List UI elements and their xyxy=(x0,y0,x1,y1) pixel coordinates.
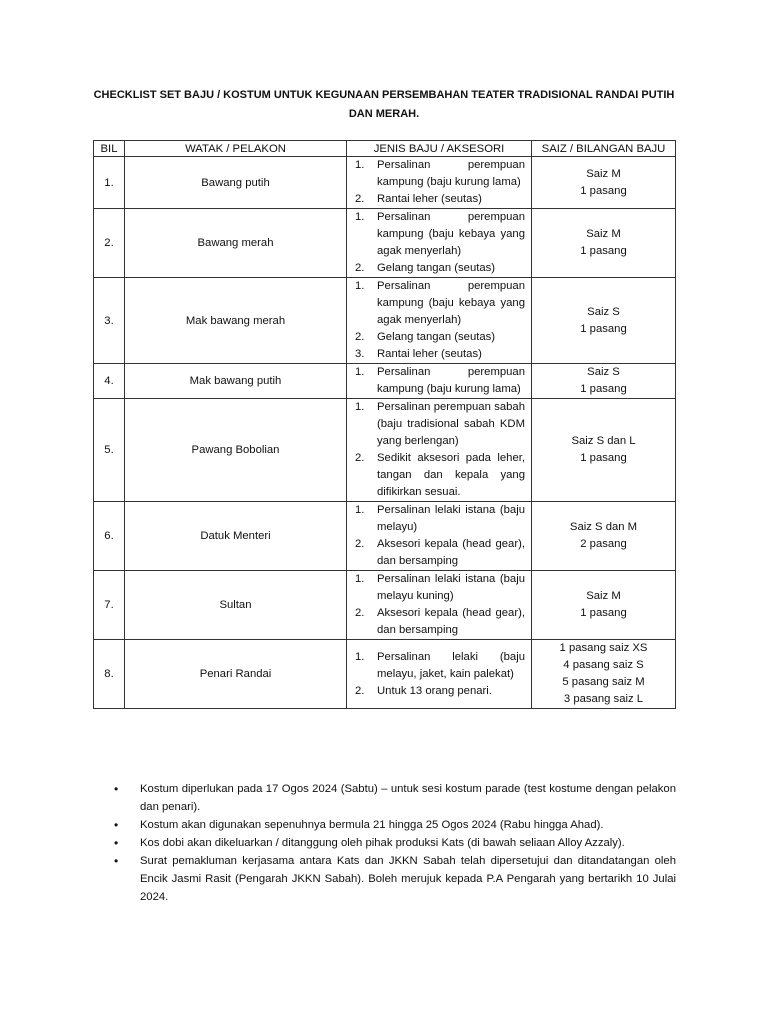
costume-checklist-table xyxy=(93,140,676,709)
item-number: 3. xyxy=(355,348,365,360)
item-number: 1. xyxy=(355,280,365,292)
saiz-line: 1 pasang saiz XS xyxy=(559,642,648,654)
table-row xyxy=(94,571,676,640)
item-list xyxy=(351,157,525,208)
item-number: 2. xyxy=(355,452,365,464)
cell-bil: 5. xyxy=(94,399,125,502)
note-item xyxy=(110,834,676,852)
cell-jenis xyxy=(347,157,532,209)
item-text: Gelang tangan (seutas) xyxy=(377,262,496,274)
cell-watak: Bawang putih xyxy=(125,157,347,209)
item-number: 2. xyxy=(355,331,365,343)
saiz-line: 1 pasang xyxy=(580,383,627,395)
saiz-line: Saiz M xyxy=(586,590,621,602)
cell-bil: 7. xyxy=(94,571,125,640)
saiz-line: Saiz M xyxy=(586,167,621,180)
list-item xyxy=(351,571,525,605)
cell-watak: Sultan xyxy=(125,571,347,640)
cell-bil: 8. xyxy=(94,640,125,709)
item-number: 1. xyxy=(355,401,365,413)
saiz-line: Saiz S dan M xyxy=(569,521,638,533)
header-bil: BIL xyxy=(94,141,125,157)
saiz-line: 1 pasang xyxy=(580,322,627,335)
item-number: 2. xyxy=(355,684,365,697)
list-item xyxy=(351,209,525,260)
cell-saiz xyxy=(532,157,676,209)
item-text: Persalinan lelaki istana (baju melayu kuning) xyxy=(377,573,525,602)
saiz-line: 5 pasang saiz M xyxy=(562,676,645,688)
cell-saiz xyxy=(532,640,676,709)
table-header-row xyxy=(94,141,676,157)
item-number: 2. xyxy=(355,538,365,550)
item-list xyxy=(351,209,525,277)
item-text: Sedikit aksesori pada leher, tangan dan kepala yang difikirkan sesuai. xyxy=(377,452,525,498)
list-item xyxy=(351,536,525,570)
item-text: Aksesori kepala (head gear), dan bersamping xyxy=(377,607,525,636)
table-row xyxy=(94,157,676,209)
list-item xyxy=(351,649,525,683)
table-row xyxy=(94,502,676,571)
item-text: Aksesori kepala (head gear), dan bersamping xyxy=(377,538,525,567)
item-list xyxy=(351,571,525,639)
saiz-line: 1 pasang xyxy=(580,607,627,619)
list-item xyxy=(351,605,525,639)
list-item xyxy=(351,260,525,277)
cell-bil: 1. xyxy=(94,157,125,209)
cell-jenis xyxy=(347,209,532,278)
cell-saiz xyxy=(532,571,676,640)
saiz-line: 3 pasang saiz L xyxy=(563,693,644,705)
item-text: Persalinan perempuan kampung (baju kurung lama) xyxy=(377,366,525,395)
notes-list xyxy=(110,780,676,906)
note-text: Kostum akan digunakan sepenuhnya bermula 21 hingga 25 Ogos 2024 (Rabu hingga Ahad). xyxy=(140,819,604,831)
item-number: 1. xyxy=(355,504,365,516)
cell-watak: Mak bawang putih xyxy=(125,364,347,399)
note-text: Kos dobi akan dikeluarkan / ditanggung oleh pihak produksi Kats (di bawah seliaan Alloy Azzaly). xyxy=(140,837,625,849)
item-text: Persalinan lelaki istana (baju melayu) xyxy=(377,504,525,533)
item-list xyxy=(351,364,525,398)
item-text: Persalinan perempuan kampung (baju kebaya yang agak menyerlah) xyxy=(377,211,525,257)
list-item xyxy=(351,346,525,363)
item-text: Rantai leher (seutas) xyxy=(377,193,482,205)
bullet-icon: • xyxy=(114,836,119,850)
item-number: 1. xyxy=(355,366,365,378)
cell-saiz xyxy=(532,209,676,278)
saiz-line: 4 pasang saiz S xyxy=(563,659,644,671)
table-row xyxy=(94,364,676,399)
item-text: Persalinan perempuan kampung (baju kurung lama) xyxy=(377,159,525,188)
list-item xyxy=(351,399,525,450)
bullet-icon: • xyxy=(114,818,119,832)
item-list xyxy=(351,399,525,501)
item-number: 1. xyxy=(355,159,365,171)
cell-jenis xyxy=(347,364,532,399)
cell-jenis xyxy=(347,399,532,502)
cell-saiz xyxy=(532,364,676,399)
note-item xyxy=(110,780,676,816)
bullet-icon: • xyxy=(114,854,119,868)
list-item xyxy=(351,364,525,398)
saiz-line: Saiz S dan L xyxy=(571,435,636,447)
list-item xyxy=(351,450,525,501)
item-number: 1. xyxy=(355,573,365,585)
saiz-line: 1 pasang xyxy=(580,184,627,197)
saiz-line: Saiz S xyxy=(587,305,620,318)
item-text: Persalinan perempuan sabah (baju tradisional sabah KDM yang berlengan) xyxy=(377,401,525,447)
item-number: 1. xyxy=(355,211,365,223)
item-list xyxy=(351,649,525,700)
list-item xyxy=(351,683,525,700)
cell-saiz xyxy=(532,399,676,502)
item-number: 1. xyxy=(355,650,365,663)
table-row xyxy=(94,640,676,709)
item-text: Untuk 13 orang penari. xyxy=(377,684,492,697)
item-list xyxy=(351,278,525,363)
note-item xyxy=(110,816,676,834)
saiz-line: Saiz M xyxy=(586,228,621,240)
list-item xyxy=(351,278,525,329)
cell-watak: Datuk Menteri xyxy=(125,502,347,571)
cell-jenis xyxy=(347,640,532,709)
cell-watak: Bawang merah xyxy=(125,209,347,278)
list-item xyxy=(351,191,525,208)
cell-watak: Mak bawang merah xyxy=(125,278,347,364)
item-list xyxy=(351,502,525,570)
cell-jenis xyxy=(347,502,532,571)
saiz-line: 2 pasang xyxy=(580,538,627,550)
cell-saiz xyxy=(532,502,676,571)
cell-jenis xyxy=(347,278,532,364)
cell-bil: 6. xyxy=(94,502,125,571)
bullet-icon: • xyxy=(114,782,119,796)
header-watak: WATAK / PELAKON xyxy=(125,141,347,157)
cell-bil: 3. xyxy=(94,278,125,364)
saiz-line: 1 pasang xyxy=(580,245,627,257)
item-text: Persalinan perempuan kampung (baju kebaya yang agak menyerlah) xyxy=(377,280,525,326)
item-number: 2. xyxy=(355,607,365,619)
saiz-line: Saiz S xyxy=(587,366,620,378)
note-item xyxy=(110,852,676,906)
header-saiz: SAIZ / BILANGAN BAJU xyxy=(532,141,676,157)
table-row xyxy=(94,399,676,502)
item-text: Persalinan lelaki (baju melayu, jaket, kain palekat) xyxy=(377,650,525,680)
saiz-line: 1 pasang xyxy=(580,452,627,464)
item-text: Rantai leher (seutas) xyxy=(377,348,482,360)
cell-watak: Pawang Bobolian xyxy=(125,399,347,502)
note-text: Surat pemakluman kerjasama antara Kats dan JKKN Sabah telah dipersetujui dan ditandatangan oleh Encik Jasmi Rasit (Pengarah JKKN Sabah). Boleh merujuk kepada P.A Pengarah yang bertarikh 10 Julai 2024. xyxy=(140,855,676,903)
cell-bil: 4. xyxy=(94,364,125,399)
item-number: 2. xyxy=(355,193,365,205)
header-jenis: JENIS BAJU / AKSESORI xyxy=(347,141,532,157)
list-item xyxy=(351,502,525,536)
cell-bil: 2. xyxy=(94,209,125,278)
table-body xyxy=(94,157,676,709)
item-number: 2. xyxy=(355,262,365,274)
list-item xyxy=(351,329,525,346)
cell-jenis xyxy=(347,571,532,640)
list-item xyxy=(351,157,525,191)
table-row xyxy=(94,278,676,364)
note-text: Kostum diperlukan pada 17 Ogos 2024 (Sabtu) – untuk sesi kostum parade (test kostume dengan pelakon dan penari). xyxy=(140,783,676,813)
table-row xyxy=(94,209,676,278)
cell-saiz xyxy=(532,278,676,364)
item-text: Gelang tangan (seutas) xyxy=(377,331,496,343)
cell-watak: Penari Randai xyxy=(125,640,347,709)
document-title: CHECKLIST SET BAJU / KOSTUM UNTUK KEGUNAAN PERSEMBAHAN TEATER TRADISIONAL RANDAI PUTIH DAN MERAH. xyxy=(93,89,675,120)
